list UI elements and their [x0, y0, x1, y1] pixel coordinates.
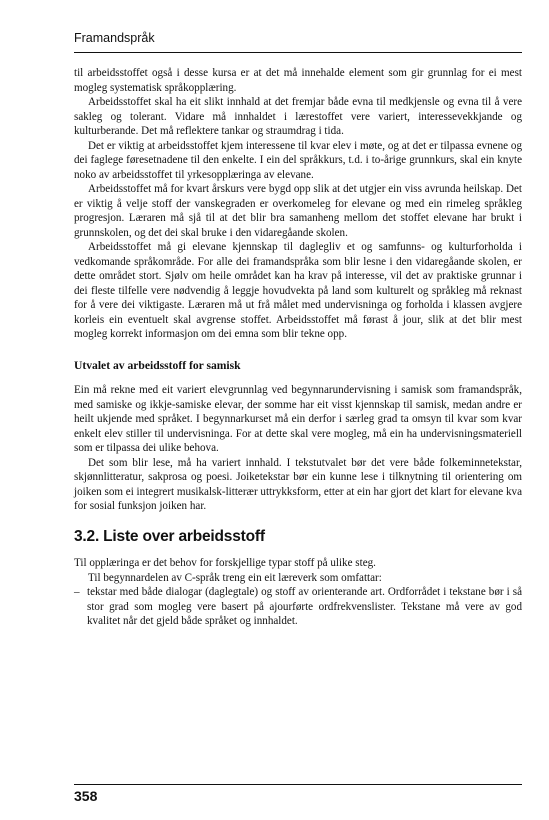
- list-item-text: tekstar med både dialogar (daglegtale) og stoff av orienterande art. Ordforrådet i tekstane bør i så stor grad som mogleg vere basert på ajourførte ordfrekvenslister. Tekstane må vere av god kvalitet når det gjeld både språket og innhaldet.: [87, 586, 522, 627]
- paragraph-continued: til arbeidsstoffet også i desse kursa er at det må innehalde element som gir grunnlag for ei mest mogleg systematisk språkopplæring.: [74, 67, 522, 94]
- section-heading: 3.2. Liste over arbeidsstoff: [74, 527, 265, 545]
- paragraph: Ein må rekne med eit variert elevgrunnlag ved begynnarundervisning i samisk som framandspråk, med samiske og ikkje-samiske elevar, der somme har eit visst kjennskap til samisk, medan andre er heilt ukjende med språket. I begynnarkurset må ein derfor i særleg grad ta omsyn til kvar som kvar enkelt elev stiller til undervisninga. For at dette skal vere mogleg, må ein ha undervisningsmateriell som er tilpassa dei ulike behova.: [74, 384, 522, 454]
- paragraph: Til begynnardelen av C-språk treng ein eit læreverk som omfattar:: [88, 571, 382, 584]
- page-number: 358: [74, 788, 98, 804]
- dash-bullet: –: [74, 586, 80, 598]
- footer-rule: [74, 784, 522, 785]
- subsection-heading: Utvalet av arbeidsstoff for samisk: [74, 358, 241, 372]
- paragraph: Det er viktig at arbeidsstoffet kjem interessene til kvar elev i møte, og at det er tilpassa evnene og dei faglege føresetnadene til den enkelte. I ein del språkkurs, t.d. i to-årige grunnkurs, skal ein knyte noko av arbeidsstoffet til yrkesopplæringa av elevane.: [74, 139, 522, 181]
- running-header: Framandspråk: [74, 31, 155, 45]
- header-rule: [74, 52, 522, 53]
- list-item: [74, 585, 522, 629]
- paragraph: Arbeidsstoffet må gi elevane kjennskap til daglegliv et og samfunns- og kulturforholda i vedkomande språkområde. For alle dei framandspråka som blir lesne i den vidaregåande skolen, er dette området stort. Sjølv om heile området kan ha krav på interesse, vil det av praktiske grunnar i dei fleste tilfelle vere nødvendig å leggje hovudvekta på land som kulturelt og språkleg må reknast for å vere dei viktigaste. Læraren må ut frå målet med undervisninga og forholda i klassen avgjere korleis ein eventuelt skal avgrense stoffet. Arbeidsstoffet må førast å jour, slik at det blir mest mogleg korrekt informasjon om dei emna som blir tekne opp.: [74, 241, 522, 340]
- paragraph: Arbeidsstoffet skal ha eit slikt innhald at det fremjar både evna til medkjensle og evna til å vere sakleg og tolerant. Vidare må innhaldet i lærestoffet vere variert, interessevekkjande og kulturberande. Det må reflektere tankar og straumdrag i tida.: [74, 96, 522, 137]
- paragraph: Arbeidsstoffet må for kvart årskurs vere bygd opp slik at det utgjer ein viss avrunda heilskap. Det er viktig å velje stoff der vanskegraden er overkomeleg for elevane og med ein rimeleg språkleg progresjon. Læraren må sjå til at det blir bra samanheng mellom det stoffet elevane har brukt i grunnskolen, og det dei skal bruke i den vidaregåande skolen.: [74, 183, 522, 239]
- paragraph: Til opplæringa er det behov for forskjellige typar stoff på ulike steg.: [74, 557, 376, 569]
- page-body: [74, 66, 522, 629]
- paragraph: Det som blir lese, må ha variert innhald. I tekstutvalet bør det vere både folkeminnetekstar, skjønnlitteratur, sakprosa og poesi. Joiketekstar bør ein kunne lese i tilknytning til orientering om joiken som ei integrert musikalsk-litterær uttrykksform, etter at ein har gjort det klart for elevane kva for sosial funksjon joiken har.: [74, 456, 522, 512]
